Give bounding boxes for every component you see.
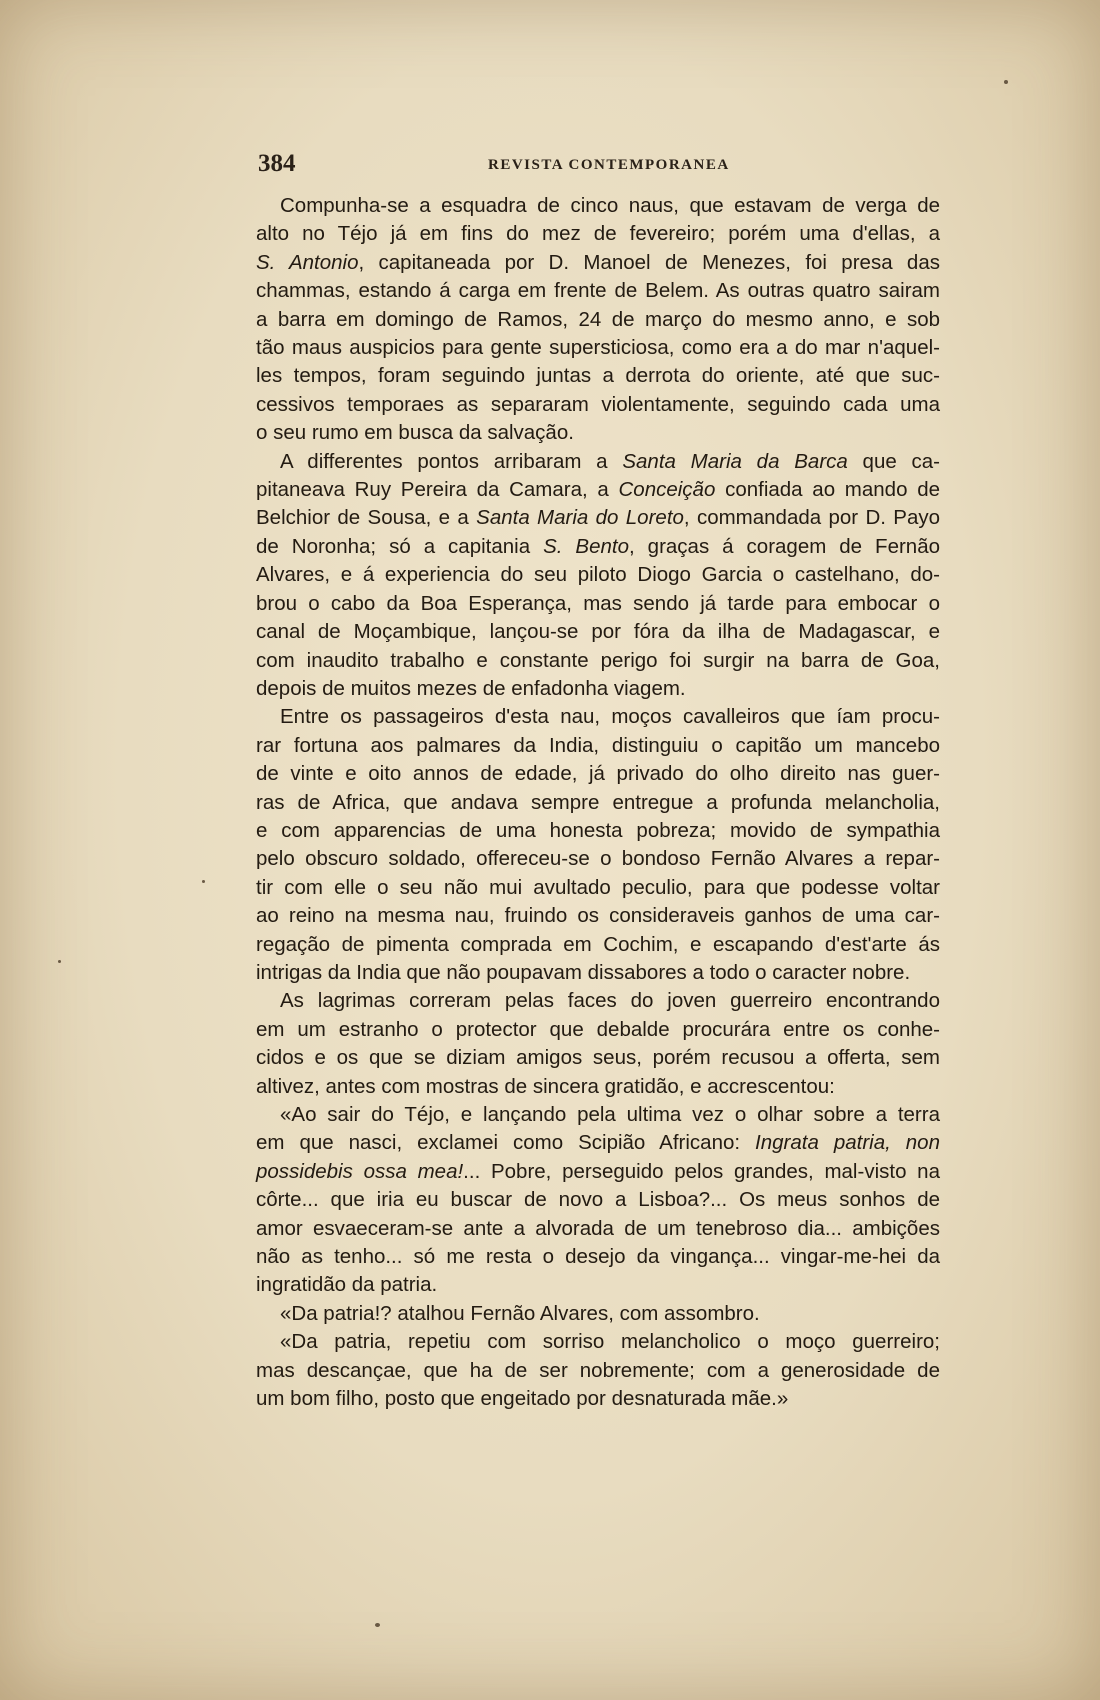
text-run: «Ao sair do Téjo, e lançando pela ultima vez o olhar sobre a terra [280,1103,940,1126]
page-number: 384 [258,150,296,177]
text-run: côrte... que iria eu buscar de novo a Lisboa?... Os meus sonhos de [256,1188,940,1212]
text-run: «Da patria!? atalhou Fernão Alvares, com assombro. [280,1301,760,1325]
paragraph [256,703,940,987]
text-line [256,533,940,561]
text-run: canal de Moçambique, lançou-se por fóra da ilha de Madagascar, e [256,620,940,644]
text-line [256,647,940,675]
text-run: de vinte e oito annos de edade, já privado do olho direito nas guer- [256,762,940,786]
text-line [256,1016,940,1044]
text-line [256,249,940,277]
text-line [256,902,940,930]
text-run: a barra em domingo de Ramos, 24 de março do mesmo anno, e sob [256,307,940,331]
italic-run: possidebis ossa mea! [256,1159,464,1183]
text-line [256,1044,940,1072]
running-head [258,150,728,180]
text-run: As lagrimas correram pelas faces do joven guerreiro encontrando [280,989,940,1013]
text-run: tir com elle o seu não mui avultado peculio, para que podesse voltar [256,875,940,899]
italic-run: Santa Maria da Barca [622,449,848,473]
text-run: Compunha-se a esquadra de cinco naus, que estavam de verga de [280,194,940,217]
text-run: rar fortuna aos palmares da India, distinguiu o capitão um mancebo [256,733,940,757]
journal-title: REVISTA CONTEMPORANEA [488,157,730,173]
italic-run: Conceição [618,478,716,502]
text-run: que ca- [847,449,940,473]
text-line [256,618,940,646]
paragraph [256,192,940,448]
paper-speck [1004,80,1008,84]
text-line [256,874,940,902]
paragraph [256,448,940,704]
paper-speck [375,1623,380,1627]
text-line [256,590,940,618]
text-run: um bom filho, posto que engeitado por desnaturada mãe.» [256,1387,789,1411]
text-run: chammas, estando á carga em frente de Belem. As outras quatro sairam [256,279,940,303]
text-run: ... Pobre, perseguido pelos grandes, mal-visto na [463,1159,940,1183]
text-run: intrigas da India que não poupavam dissabores a todo o caracter nobre. [256,960,911,984]
italic-run: Ingrata patria, non [755,1131,940,1155]
text-run: Alvares, e á experiencia do seu piloto Diogo Garcia o castelhano, do- [256,563,940,587]
text-line [256,987,940,1015]
text-run: em que nasci, exclamei como Scipião Africano: [256,1131,756,1155]
text-run: e com apparencias de uma honesta pobreza; movido de sympathia [256,818,940,842]
text-line [256,561,940,589]
text-run: de Noronha; só a capitania [256,534,544,558]
text-line [256,845,940,873]
text-line [256,675,940,703]
paper-speck [58,960,61,963]
text-line [256,1158,940,1186]
text-line [256,192,940,220]
text-line [256,1073,940,1101]
text-line [256,789,940,817]
paper-speck [202,880,205,883]
text-line [256,1129,940,1157]
text-line [256,448,940,476]
text-run: cessivos temporaes as separaram violentamente, seguindo cada uma [256,392,940,416]
text-run: ras de Africa, que andava sempre entregue a profunda melancholia, [256,790,940,814]
text-run: regação de pimenta comprada em Cochim, e escapando d'est'arte ás [256,932,940,956]
text-line [256,391,940,419]
text-run: depois de muitos mezes de enfadonha viagem. [256,676,686,700]
text-run: alto no Téjo já em fins do mez de fevereiro; porém uma d'ellas, a [256,222,940,246]
text-line [256,1101,940,1129]
text-run: cidos e os que se diziam amigos seus, porém recusou a offerta, sem [256,1046,940,1070]
text-line [256,959,940,987]
text-run: «Da patria, repetiu com sorriso melancholico o moço guerreiro; [280,1330,940,1354]
text-line [256,1385,940,1413]
paragraph [256,1300,940,1328]
text-run: confiada ao mando de [715,478,940,502]
text-run: em um estranho o protector que debalde procurára entre os conhe- [256,1017,940,1041]
text-run: A differentes pontos arribaram a [280,449,623,473]
text-run: pitaneava Ruy Pereira da Camara, a [256,478,619,502]
text-run: Entre os passageiros d'esta nau, moços cavalleiros que íam procu- [280,705,940,729]
text-run: altivez, antes com mostras de sincera gratidão, e accrescentou: [256,1074,835,1098]
text-line [256,277,940,305]
text-run: brou o cabo da Boa Esperança, mas sendo já tarde para embocar o [256,591,940,615]
text-line [256,306,940,334]
text-run: o seu rumo em busca da salvação. [256,421,574,445]
text-run: ao reino na mesma nau, fruindo os consideraveis ganhos de uma car- [256,904,940,928]
italic-run: Santa Maria do Loreto [476,506,684,530]
text-run: pelo obscuro soldado, offereceu-se o bondoso Fernão Alvares a repar- [256,847,940,871]
text-line [256,1186,940,1214]
text-run: não as tenho... só me resta o desejo da vingança... vingar-me-hei da [256,1245,940,1269]
text-line [256,419,940,447]
paragraph [256,1328,940,1413]
text-line [256,1357,940,1385]
text-line [256,1328,940,1356]
text-line [256,703,940,731]
text-line [256,760,940,788]
text-run: tão maus auspicios para gente supersticiosa, como era a do mar n'aquel- [256,336,940,360]
text-line [256,817,940,845]
text-run: les tempos, foram seguindo juntas a derrota do oriente, até que suc- [256,364,940,388]
paragraph [256,987,940,1101]
text-line [256,1300,940,1328]
text-line [256,1243,940,1271]
text-line [256,476,940,504]
paragraph [256,1101,940,1300]
text-run: , graças á coragem de Fernão [629,534,940,558]
text-line [256,362,940,390]
text-run: ingratidão da patria. [256,1273,438,1297]
text-run: , capitaneada por D. Manoel de Menezes, foi presa das [358,250,940,274]
text-run: , commandada por D. Payo [683,506,941,530]
text-run: mas descançae, que ha de ser nobremente; com a generosidade de [256,1358,940,1382]
body-text [256,192,940,1413]
italic-run: S. Antonio [256,250,359,274]
italic-run: S. Bento [543,534,630,558]
text-run: com inaudito trabalho e constante perigo foi surgir na barra de Goa, [256,648,940,672]
text-run: Belchior de Sousa, e a [256,506,477,530]
text-line [256,220,940,248]
text-line [256,504,940,532]
text-line [256,732,940,760]
text-line [256,931,940,959]
text-run: amor esvaeceram-se ante a alvorada de um tenebroso dia... ambições [256,1216,940,1240]
text-line [256,1215,940,1243]
text-line [256,334,940,362]
text-line [256,1271,940,1299]
